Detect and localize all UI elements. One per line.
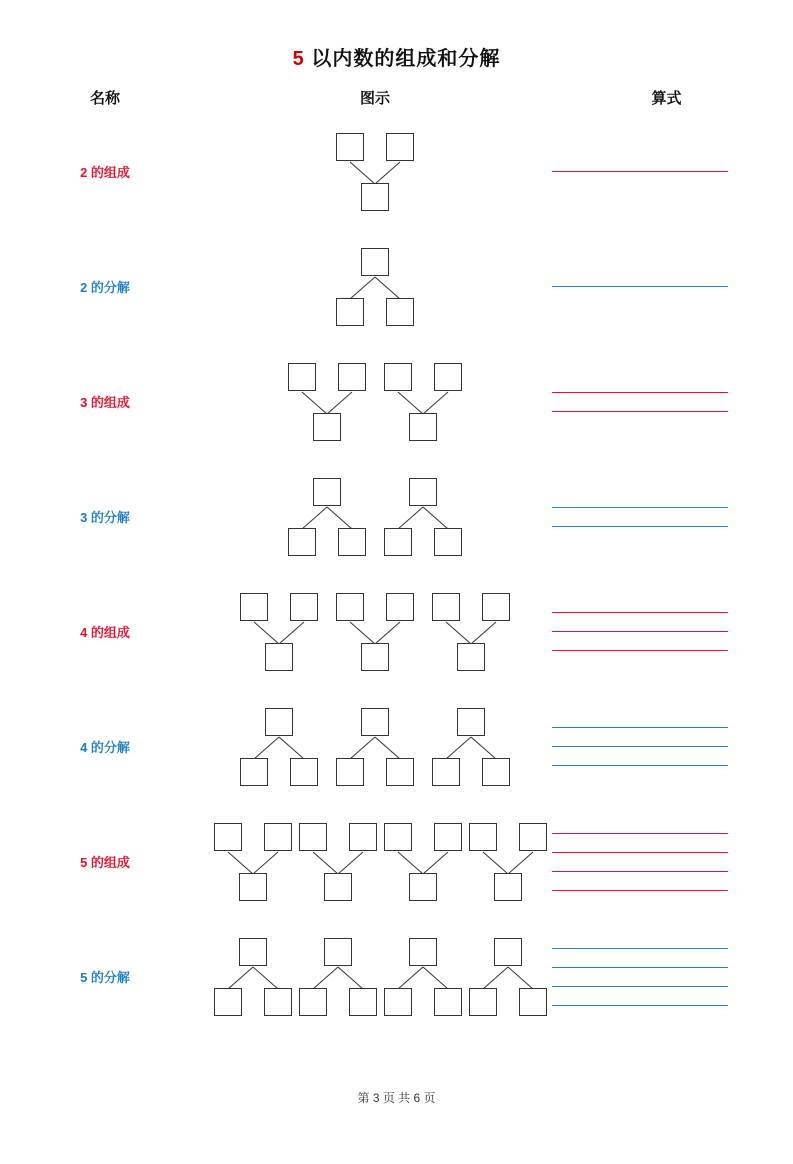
answer-line[interactable] bbox=[552, 612, 728, 613]
answer-line[interactable] bbox=[552, 392, 728, 393]
decomposition-tree bbox=[428, 704, 514, 790]
answer-line[interactable] bbox=[552, 948, 728, 949]
number-box bbox=[264, 823, 292, 851]
number-box bbox=[384, 363, 412, 391]
number-box bbox=[432, 593, 460, 621]
answer-line[interactable] bbox=[552, 871, 728, 872]
decomposition-tree bbox=[284, 474, 370, 560]
row-equation-lines bbox=[540, 277, 793, 296]
answer-line[interactable] bbox=[552, 833, 728, 834]
number-box bbox=[240, 593, 268, 621]
number-box bbox=[384, 988, 412, 1016]
composition-tree bbox=[465, 819, 540, 905]
number-box bbox=[386, 133, 414, 161]
worksheet-row bbox=[0, 574, 793, 689]
number-box bbox=[361, 183, 389, 211]
row-equation-lines bbox=[540, 603, 793, 660]
number-box bbox=[288, 363, 316, 391]
number-box bbox=[313, 478, 341, 506]
number-box bbox=[519, 823, 547, 851]
number-box bbox=[290, 593, 318, 621]
number-box bbox=[469, 823, 497, 851]
decomposition-tree bbox=[332, 244, 418, 330]
row-equation-lines bbox=[540, 939, 793, 1015]
number-box bbox=[299, 823, 327, 851]
number-box bbox=[409, 938, 437, 966]
number-box bbox=[386, 758, 414, 786]
decomposition-tree bbox=[236, 704, 322, 790]
worksheet-rows bbox=[0, 114, 793, 1034]
answer-line[interactable] bbox=[552, 967, 728, 968]
number-box bbox=[361, 643, 389, 671]
row-label: 2 的组成 bbox=[80, 165, 130, 180]
row-figures bbox=[210, 819, 540, 905]
composition-tree bbox=[236, 589, 322, 675]
composition-tree bbox=[428, 589, 514, 675]
number-box bbox=[336, 133, 364, 161]
decomposition-tree bbox=[465, 934, 540, 1020]
answer-line[interactable] bbox=[552, 650, 728, 651]
worksheet-row bbox=[0, 689, 793, 804]
number-box bbox=[336, 298, 364, 326]
number-box bbox=[288, 528, 316, 556]
decomposition-tree bbox=[380, 474, 466, 560]
number-box bbox=[265, 708, 293, 736]
worksheet-row bbox=[0, 229, 793, 344]
column-headers bbox=[0, 87, 793, 108]
composition-tree bbox=[332, 129, 418, 215]
number-box bbox=[482, 593, 510, 621]
number-box bbox=[361, 248, 389, 276]
worksheet-row bbox=[0, 344, 793, 459]
row-equation-lines bbox=[540, 824, 793, 900]
answer-line[interactable] bbox=[552, 286, 728, 287]
number-box bbox=[264, 988, 292, 1016]
number-box bbox=[384, 528, 412, 556]
row-equation-lines bbox=[540, 718, 793, 775]
row-equation-lines bbox=[540, 162, 793, 181]
number-box bbox=[338, 363, 366, 391]
row-equation-lines bbox=[540, 498, 793, 536]
row-label: 5 的组成 bbox=[80, 855, 130, 870]
number-box bbox=[384, 823, 412, 851]
number-box bbox=[265, 643, 293, 671]
number-box bbox=[214, 988, 242, 1016]
number-box bbox=[457, 708, 485, 736]
number-box bbox=[290, 758, 318, 786]
page-title bbox=[0, 42, 793, 71]
number-box bbox=[214, 823, 242, 851]
worksheet-page bbox=[0, 42, 793, 1164]
row-figures bbox=[210, 934, 540, 1020]
answer-line[interactable] bbox=[552, 765, 728, 766]
answer-line[interactable] bbox=[552, 411, 728, 412]
number-box bbox=[386, 593, 414, 621]
number-box bbox=[338, 528, 366, 556]
composition-tree bbox=[295, 819, 370, 905]
answer-line[interactable] bbox=[552, 986, 728, 987]
number-box bbox=[349, 988, 377, 1016]
row-label: 4 的分解 bbox=[80, 740, 130, 755]
composition-tree bbox=[210, 819, 285, 905]
answer-line[interactable] bbox=[552, 171, 728, 172]
answer-line[interactable] bbox=[552, 631, 728, 632]
number-box bbox=[299, 988, 327, 1016]
row-label: 3 的组成 bbox=[80, 395, 130, 410]
worksheet-row bbox=[0, 919, 793, 1034]
number-box bbox=[336, 593, 364, 621]
number-box bbox=[409, 478, 437, 506]
column-header-figure: 图示 bbox=[359, 90, 390, 107]
row-figures bbox=[210, 359, 540, 445]
decomposition-tree bbox=[332, 704, 418, 790]
number-box bbox=[519, 988, 547, 1016]
answer-line[interactable] bbox=[552, 526, 728, 527]
number-box bbox=[469, 988, 497, 1016]
composition-tree bbox=[284, 359, 370, 445]
decomposition-tree bbox=[295, 934, 370, 1020]
row-figures bbox=[210, 474, 540, 560]
number-box bbox=[239, 873, 267, 901]
number-box bbox=[336, 758, 364, 786]
page-title-text: 以内数的组成和分解 bbox=[304, 48, 501, 70]
number-box bbox=[386, 298, 414, 326]
row-label: 3 的分解 bbox=[80, 510, 130, 525]
worksheet-row bbox=[0, 114, 793, 229]
page-title-number: 5 bbox=[292, 48, 305, 70]
row-figures bbox=[210, 589, 540, 675]
row-label: 2 的分解 bbox=[80, 280, 130, 295]
number-box bbox=[324, 938, 352, 966]
row-equation-lines bbox=[540, 383, 793, 421]
column-header-equation: 算式 bbox=[651, 90, 682, 107]
number-box bbox=[361, 708, 389, 736]
number-box bbox=[482, 758, 510, 786]
number-box bbox=[313, 413, 341, 441]
answer-line[interactable] bbox=[552, 852, 728, 853]
row-label: 4 的组成 bbox=[80, 625, 130, 640]
answer-line[interactable] bbox=[552, 890, 728, 891]
answer-line[interactable] bbox=[552, 727, 728, 728]
number-box bbox=[434, 823, 462, 851]
composition-tree bbox=[332, 589, 418, 675]
number-box bbox=[494, 938, 522, 966]
number-box bbox=[324, 873, 352, 901]
page-footer: 第 3 页 共 6 页 bbox=[357, 1091, 436, 1105]
row-figures bbox=[210, 244, 540, 330]
row-label: 5 的分解 bbox=[80, 970, 130, 985]
worksheet-row bbox=[0, 459, 793, 574]
column-header-name: 名称 bbox=[89, 90, 120, 107]
number-box bbox=[434, 988, 462, 1016]
answer-line[interactable] bbox=[552, 507, 728, 508]
composition-tree bbox=[380, 359, 466, 445]
number-box bbox=[432, 758, 460, 786]
number-box bbox=[434, 363, 462, 391]
number-box bbox=[240, 758, 268, 786]
composition-tree bbox=[380, 819, 455, 905]
decomposition-tree bbox=[380, 934, 455, 1020]
row-figures bbox=[210, 129, 540, 215]
answer-line[interactable] bbox=[552, 1005, 728, 1006]
number-box bbox=[434, 528, 462, 556]
number-box bbox=[239, 938, 267, 966]
worksheet-row bbox=[0, 804, 793, 919]
number-box bbox=[409, 873, 437, 901]
decomposition-tree bbox=[210, 934, 285, 1020]
number-box bbox=[457, 643, 485, 671]
answer-line[interactable] bbox=[552, 746, 728, 747]
number-box bbox=[409, 413, 437, 441]
number-box bbox=[494, 873, 522, 901]
number-box bbox=[349, 823, 377, 851]
row-figures bbox=[210, 704, 540, 790]
